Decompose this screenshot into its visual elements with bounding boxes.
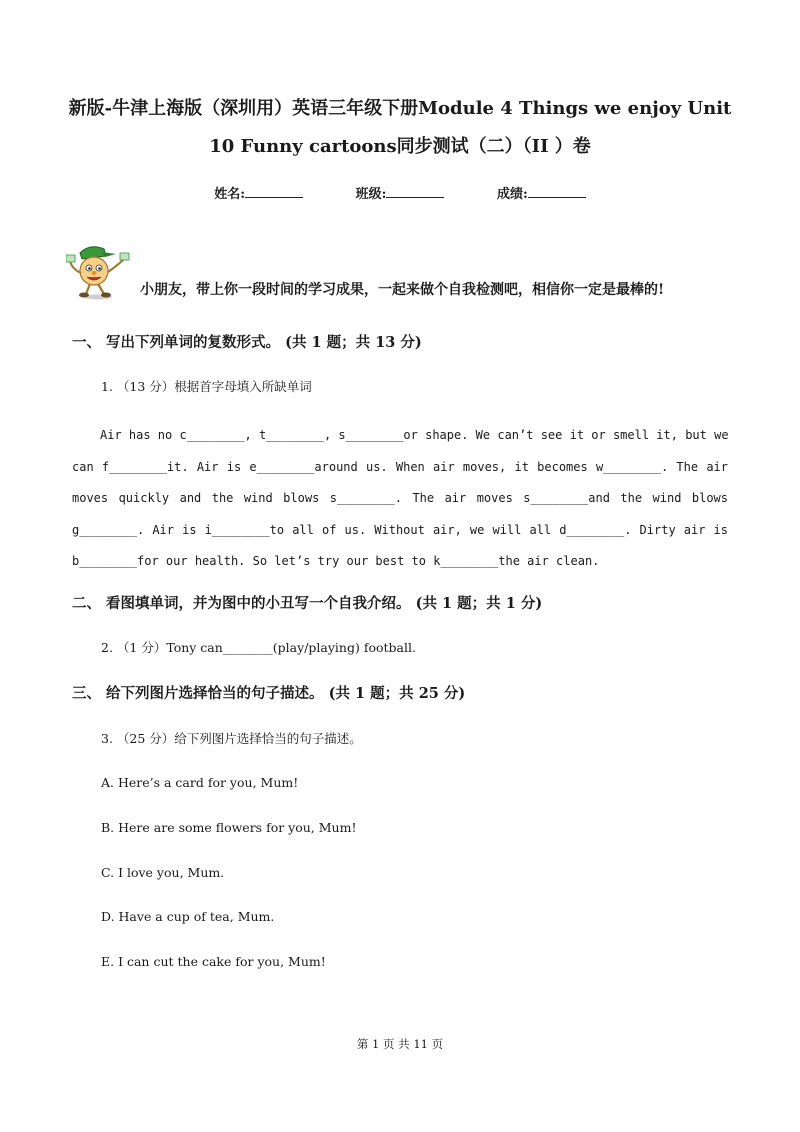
- option-c[interactable]: C. I love you, Mum.: [101, 865, 225, 880]
- question-1-head: 1. （13 分）根据首字母填入所缺单词: [101, 379, 312, 394]
- title-line-1: 新版-牛津上海版（深圳用）英语三年级下册Module 4 Things we enjoy Unit: [68, 98, 732, 119]
- passage-line: moves quickly and the wind blows s________. The air moves s________and the wind blows: [72, 491, 728, 505]
- name-blank[interactable]: [245, 185, 303, 198]
- passage-line: g________. Air is i________to all of us. Without air, we will all d________. Dirty air is: [72, 522, 728, 537]
- option-d[interactable]: D. Have a cup of tea, Mum.: [101, 909, 275, 924]
- option-e[interactable]: E. I can cut the cake for you, Mum!: [101, 954, 326, 969]
- class-blank[interactable]: [386, 185, 444, 198]
- score-field: [497, 183, 586, 202]
- section-1-title: 一、 写出下列单词的复数形式。 (共 1 题；共 13 分): [72, 334, 422, 351]
- class-label: 班级:: [355, 187, 387, 202]
- section-3-title: 三、 给下列图片选择恰当的句子描述。 (共 1 题；共 25 分): [72, 685, 466, 702]
- greeting-text: 小朋友，带上你一段时间的学习成果，一起来做个自我检测吧，相信你一定是最棒的!: [140, 282, 665, 298]
- page-footer: 第 1 页 共 11 页: [356, 1037, 444, 1051]
- cartoon-mascot-icon: [66, 243, 130, 301]
- student-info-row: [0, 183, 800, 202]
- name-label: 姓名:: [214, 187, 246, 202]
- passage-line: Air has no c________, t________, s________or shape. We can’t see it or smell it, but we: [100, 428, 729, 442]
- option-a[interactable]: A. Here’s a card for you, Mum!: [101, 775, 299, 790]
- section-2-title: 二、 看图填单词，并为图中的小丑写一个自我介绍。 (共 1 题；共 1 分): [72, 595, 543, 612]
- passage-line: can f________it. Air is e________around us. When air moves, it becomes w________. The air: [72, 459, 728, 474]
- passage-line: b________for our health. So let’s try our best to k________the air clean.: [72, 554, 600, 568]
- name-field: [214, 183, 303, 202]
- score-label: 成绩:: [496, 187, 528, 202]
- title-line-2: 10 Funny cartoons同步测试（二）（II ）卷: [209, 136, 591, 157]
- question-1-passage: [72, 420, 728, 578]
- score-blank[interactable]: [528, 185, 586, 198]
- option-b[interactable]: B. Here are some flowers for you, Mum!: [101, 820, 357, 835]
- class-field: [356, 183, 445, 202]
- question-3-head: 3. （25 分）给下列图片选择恰当的句子描述。: [101, 731, 362, 746]
- document-title: [60, 90, 740, 166]
- question-2-head: 2. （1 分）Tony can________(play/playing) football.: [101, 640, 416, 655]
